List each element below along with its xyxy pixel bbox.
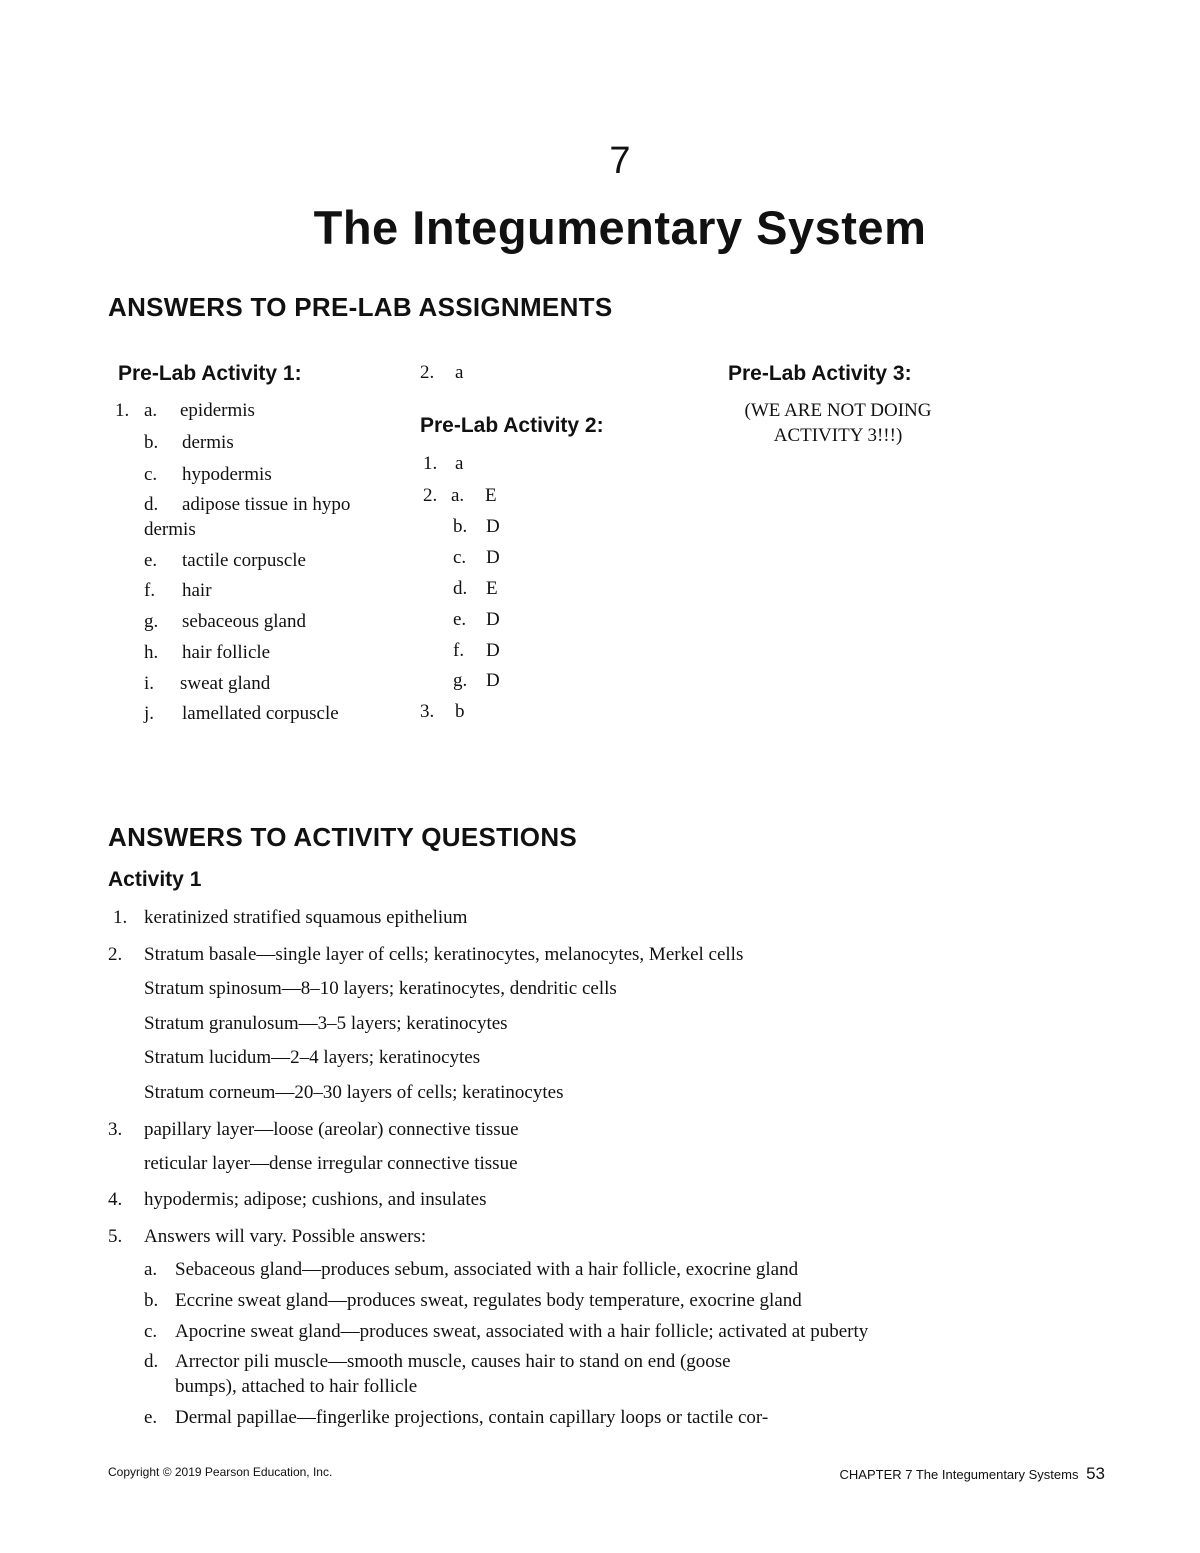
list-item-text: dermis [182,432,234,453]
prelab-activity3-note-line2: ACTIVITY 3!!!) [773,425,903,446]
list-item-number: 2. [420,362,435,383]
list-item-letter: b. [144,1290,159,1311]
list-item-text: E [485,485,497,506]
chapter-number: 7 [609,140,631,182]
list-item-text: sebaceous gland [182,611,306,632]
list-item-letter: b. [144,432,159,453]
chapter-title: The Integumentary System [313,201,927,254]
list-item-letter: f. [453,640,465,661]
list-item-text: D [486,670,500,691]
page-footer [840,1464,1105,1484]
list-item-text: Sebaceous gland—produces sebum, associated with a hair follicle, exocrine gland [175,1259,799,1280]
list-item-letter: c. [144,464,158,485]
list-item-text: Dermal papillae—fingerlike projections, contain capillary loops or tactile cor- [175,1407,769,1428]
list-item-letter: a. [144,400,158,421]
list-item-text: b [455,701,465,722]
list-item-text: bumps), attached to hair follicle [175,1376,418,1397]
list-item-number: 2. [108,944,123,965]
list-item-text: Stratum basale—single layer of cells; keratinocytes, melanocytes, Merkel cells [144,944,744,965]
list-item-text: adipose tissue in hypo [182,494,351,515]
list-item-letter: e. [144,550,158,571]
list-item-text: a [455,362,464,383]
list-item-number: 1. [423,453,438,474]
list-item-letter: j. [144,703,155,724]
list-item-letter: c. [453,547,467,568]
list-item-text: hair [182,580,212,601]
list-item-text: dermis [144,519,196,540]
page-number: 53 [1086,1464,1105,1483]
list-item-text: lamellated corpuscle [182,703,339,724]
list-item-text: Stratum spinosum—8–10 layers; keratinocytes, dendritic cells [144,978,617,999]
list-item-text: sweat gland [180,673,271,694]
activity1-title: Activity 1 [108,868,202,891]
list-item-letter: e. [453,609,467,630]
list-item-text: epidermis [180,400,255,421]
prelab-heading: ANSWERS TO PRE-LAB ASSIGNMENTS [108,292,613,322]
list-item-number: 1. [115,400,130,421]
list-item-letter: h. [144,642,159,663]
prelab-activity1-title: Pre-Lab Activity 1: [118,362,302,385]
list-item-text: D [486,516,500,537]
list-item-text: Stratum lucidum—2–4 layers; keratinocytes [144,1047,481,1068]
copyright: Copyright © 2019 Pearson Education, Inc. [108,1465,333,1479]
list-item-letter: a. [144,1259,158,1280]
list-item-letter: f. [144,580,156,601]
list-item-text: reticular layer—dense irregular connective tissue [144,1153,518,1174]
prelab-activity3-note-line1: (WE ARE NOT DOING [744,400,932,421]
list-item-letter: d. [144,1351,159,1372]
list-item-text: Stratum granulosum—3–5 layers; keratinocytes [144,1013,508,1034]
list-item-text: D [486,609,500,630]
list-item-text: Eccrine sweat gland—produces sweat, regulates body temperature, exocrine gland [175,1290,802,1311]
list-item-text: Answers will vary. Possible answers: [144,1226,427,1247]
list-item-number: 5. [108,1226,123,1247]
list-item-text: D [486,640,500,661]
list-item-number: 2. [423,485,438,506]
list-item-text: Apocrine sweat gland—produces sweat, associated with a hair follicle; activated at puberty [175,1321,869,1342]
list-item-text: tactile corpuscle [182,550,306,571]
list-item-letter: e. [144,1407,158,1428]
list-item-letter: d. [144,494,159,515]
list-item-letter: b. [453,516,468,537]
list-item-letter: a. [451,485,465,506]
list-item-number: 3. [420,701,435,722]
list-item-letter: g. [144,611,159,632]
list-item-text: keratinized stratified squamous epithelium [144,907,468,928]
chapter-label: CHAPTER 7 The Integumentary Systems [839,1467,1079,1482]
prelab-activity2-title: Pre-Lab Activity 2: [420,414,604,437]
list-item-text: papillary layer—loose (areolar) connective tissue [144,1119,519,1140]
list-item-number: 1. [113,907,128,928]
list-item-letter: g. [453,670,468,691]
activity-questions-heading: ANSWERS TO ACTIVITY QUESTIONS [108,822,578,852]
list-item-letter: d. [453,578,468,599]
prelab-activity3-title: Pre-Lab Activity 3: [728,362,912,385]
list-item-text: hypodermis; adipose; cushions, and insulates [144,1189,487,1210]
list-item-text: hair follicle [182,642,271,663]
list-item-text: a [455,453,464,474]
list-item-text: Arrector pili muscle—smooth muscle, causes hair to stand on end (goose [175,1351,731,1372]
list-item-number: 4. [108,1189,123,1210]
list-item-text: hypodermis [182,464,272,485]
list-item-text: E [486,578,498,599]
list-item-letter: i. [144,673,155,694]
list-item-letter: c. [144,1321,158,1342]
list-item-text: D [486,547,500,568]
list-item-text: Stratum corneum—20–30 layers of cells; keratinocytes [144,1082,564,1103]
list-item-number: 3. [108,1119,123,1140]
